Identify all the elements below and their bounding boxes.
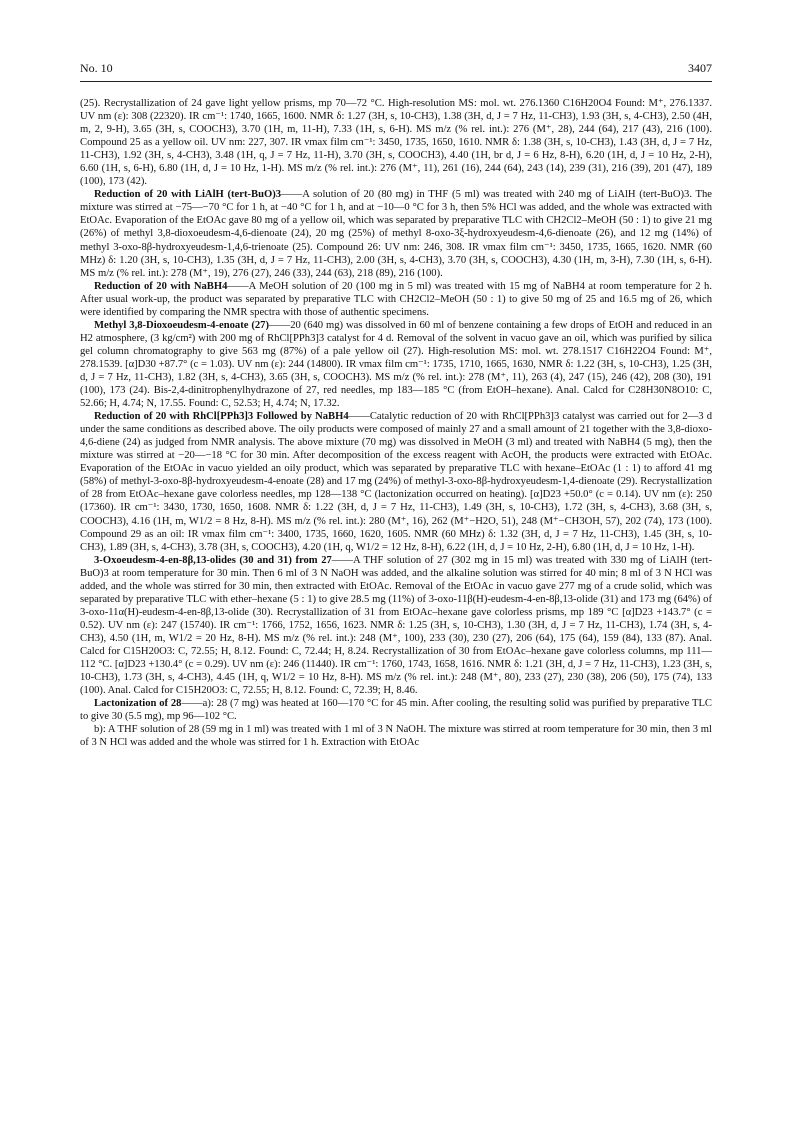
- paragraph-reduction-nabh4: [80, 280, 712, 319]
- page-number: 3407: [688, 61, 712, 75]
- section-lead: Reduction of 20 with RhCl[PPh3]3 Followed by NaBH4: [94, 411, 349, 423]
- paragraph-reduction-lialh: [80, 188, 712, 279]
- section-lead: Reduction of 20 with NaBH4: [94, 280, 228, 292]
- experimental-text: [80, 97, 712, 1097]
- running-head: [80, 60, 712, 76]
- paragraph-lactonization: [80, 697, 712, 723]
- section-lead: Methyl 3,8-Dioxoeudesm-4-enoate (27): [94, 319, 269, 331]
- paragraph-compound-25: [80, 97, 712, 188]
- paragraph-text: b): A THF solution of 28 (59 mg in 1 ml) was treated with 1 ml of 3 N NaOH. The mixture was stirred at room temperature for 30 min, then 3 ml of 3 N HCl was added and the whole was stirred for 1 h. Extraction with EtOAc: [80, 724, 712, 749]
- paragraph-text: (25). Recrystallization of 24 gave light yellow prisms, mp 70—72 °C. High-resolution MS: mol. wt. 276.1360 C16H20O4 Found: M⁺, 276.1337. UV nm (ε): 308 (22320). IR cm⁻¹: 1740, 1665, 1600. NMR δ: 1.27 (3H, s, 10-CH3), 1.38 (3H, d, J = 7 Hz, 11-CH3), 1.93 (3H, s, 4-CH3), 2.50 (4H, m, 2, 9-H), 3.65 (3H, s, COOCH3), 3.70 (1H, m, 11-H), 7.33 (1H, s, 6-H). MS m/z (% rel. int.): 276 (M⁺, 28), 244 (64), 217 (43), 216 (100). Compound 25 as a yellow oil. UV nm: 227, 307. IR νmax film cm⁻¹: 3450, 1735, 1650, 1610. NMR δ: 1.38 (3H, s, 10-CH3), 1.43 (3H, d, J = 7 Hz, 11-CH3), 1.92 (3H, s, 4-CH3), 3.48 (1H, q, J = 7 Hz, 11-H), 3.70 (3H, s, COOCH3), 4.40 (1H, br d, J = 6 Hz, 8-H), 6.20 (1H, d, J = 10 Hz, 2-H), 6.60 (1H, s, 6-H), 6.80 (1H, d, J = 10 Hz, 1-H). MS m/z (% rel. int.): 276 (M⁺, 11), 261 (16), 244 (64), 243 (14), 239 (31), 216 (39), 201 (47), 189 (100), 173 (42).: [80, 98, 712, 188]
- issue-number: No. 10: [80, 61, 113, 75]
- paragraph-text: ——a): 28 (7 mg) was heated at 160—170 °C for 45 min. After cooling, the resulting solid was purified by preparative TLC to give 30 (5.5 mg), mp 96—102 °C.: [80, 698, 712, 723]
- section-lead: Lactonization of 28: [94, 698, 182, 710]
- section-lead: 3-Oxoeudesm-4-en-8β,13-olides (30 and 31) from 27: [94, 554, 332, 566]
- paragraph-text: ——A THF solution of 27 (302 mg in 15 ml) was treated with 330 mg of LiAlH (tert-BuO)3 at room temperature for 30 min. Then 6 ml of 3 N NaOH was added, and the alkaline solution was stirred for 40 min; 8 ml of 3 N HCl was added, and the whole was stirred for 30 min, then extracted with EtOAc. Removal of the EtOAc in vacuo gave 277 mg of a crude solid, which was separated by preparative TLC with ether–hexane (5 : 1) to give 28.5 mg (11%) of 3-oxo-11β(H)-eudesm-4-en-8β,13-olide (31) and 173 mg (64%) of 3-oxo-11α(H)-eudesm-4-en-8β,13-olide (30). Recrystallization of 31 from EtOAc–hexane gave colorless prisms, mp 189 °C [α]D23 +143.7° (c = 0.52). UV nm (ε): 247 (15740). IR cm⁻¹: 1766, 1752, 1656, 1623. NMR δ: 1.25 (3H, s, 10-CH3), 1.30 (3H, d, J = 7 Hz, 11-CH3), 1.74 (3H, s, 4-CH3), 4.50 (1H, m, W1/2 = 20 Hz, 8-H). MS m/z (% rel. int.): 248 (M⁺, 100), 233 (30), 230 (27), 206 (64), 175 (64), 159 (84), 133 (87). Anal. Calcd for C15H20O3: C, 72.55; H, 8.12. Found: C, 72.44; H, 8.24. Recrystallization of 30 from EtOAc–hexane gave colorless columns, mp 111—112 °C. [α]D23 +130.4° (c = 0.29). UV nm (ε): 246 (11440). IR cm⁻¹: 1760, 1743, 1658, 1616. NMR δ: 1.21 (3H, d, J = 7 Hz, 11-CH3), 1.23 (3H, s, 10-CH3), 1.73 (3H, s, 4-CH3), 4.45 (1H, q, W1/2 = 10 Hz, 8-H). MS m/z (% rel. int.): 248 (M⁺, 80), 233 (27), 230 (38), 206 (50), 175 (74), 133 (100). Anal. Calcd for C15H20O3: C, 72.55; H, 8.12. Found: C, 72.39; H, 8.46.: [80, 554, 712, 697]
- paragraph-dioxoeudesmenoate: [80, 319, 712, 410]
- paragraph-text: ——A MeOH solution of 20 (100 mg in 5 ml) was treated with 15 mg of NaBH4 at room temperature for 2 h. After usual work-up, the product was separated by preparative TLC with CH2Cl2–MeOH (50 : 1) to give 50 mg of 25 and 16.5 mg of 26, which were identified by comparing the NMR spectra with those of authentic specimens.: [80, 280, 713, 318]
- paragraph-rhcl-nabh4: [80, 410, 712, 554]
- paragraph-olides: [80, 554, 712, 698]
- section-lead: Reduction of 20 with LiAlH (tert-BuO)3: [94, 189, 282, 201]
- paragraph-text: ——20 (640 mg) was dissolved in 60 ml of benzene containing a few drops of EtOH and reduced in an H2 atmosphere, (3 kg/cm²) with 200 mg of RhCl[PPh3]3 catalyst for 4 d. Removal of the solvent in vacuo gave an oil, which was purified by silica gel column chromatography to give 563 mg (87%) of a pale yellow oil (27). High-resolution MS: mol. wt. 278.1517 C16H22O4 Found: M⁺, 278.1539. [α]D30 +87.7° (c = 1.03). UV nm (ε): 244 (14800). IR νmax film cm⁻¹: 1735, 1710, 1665, 1630, NMR δ: 1.22 (3H, s, 10-CH3), 1.25 (3H, d, J = 7 Hz, 11-CH3), 1.82 (3H, s, 4-CH3), 3.65 (3H, s, COOCH3). MS m/z (% rel. int.): 278 (M⁺, 11), 263 (4), 247 (15), 246 (42), 208 (30), 191 (100), 173 (24). Bis-2,4-dinitrophenylhydrazone of 27, red needles, mp 183—185 °C (from EtOH–hexane). Anal. Calcd for C28H30N8O10: C, 52.66; H, 4.74; N, 17.55. Found: C, 52.53; H, 4.74; N, 17.32.: [80, 319, 712, 410]
- paragraph-text: ——Catalytic reduction of 20 with RhCl[PPh3]3 catalyst was carried out for 2—3 d under the same conditions as described above. The oily products were composed of mainly 27 and a small amount of 21 together with the 3,8-dioxo-4,6-diene (24) as judged from NMR analysis. The above mixture (70 mg) was dissolved in MeOH (3 ml) and treated with NaBH4 (5 mg), then the mixture was stirred at −20—−18 °C for 30 min. After decomposition of the excess reagent with AcOH, the products were extracted with EtOAc. Evaporation of the EtOAc in vacuo yielded an oily product, which was separated by preparative TLC with hexane–EtOAc (1 : 1) to afford 41 mg (58%) of methyl-3-oxo-8β-hydroxyeudesm-4-enoate (28) and 17 mg (24%) of methyl-3-oxo-8β-hydroxyeudesm-1,4-dienoate (29). Recrystallization of 28 from EtOAc–hexane gave colorless needles, mp 128—138 °C (lactonization occurred on heating). [α]D23 +50.0° (c = 0.14). UV nm (ε): 250 (17360). IR cm⁻¹: 3430, 1730, 1650, 1608. NMR δ: 1.22 (3H, d, J = 7 Hz, 11-CH3), 1.49 (3H, s, 10-CH3), 1.72 (3H, s, 4-CH3), 3.68 (3H, s, COOCH3), 4.16 (1H, m, W1/2 = 8 Hz, 8-H). MS m/z (% rel. int.): 280 (M⁺, 16), 262 (M⁺−H2O, 51), 248 (M⁺−CH3OH, 57), 202 (74), 173 (100). Compound 29 as an oil: IR νmax film cm⁻¹: 3400, 1735, 1660, 1620, 1605. NMR (60 MHz) δ: 1.32 (3H, d, J = 7 Hz, 11-CH3), 1.45 (3H, s, 10-CH3), 1.89 (3H, s, 4-CH3), 3.78 (3H, s, COOCH3), 4.20 (1H, q, W1/2 = 12 Hz, 8-H), 6.22 (1H, d, J = 10 Hz, 2-H), 6.80 (1H, d, J = 10 Hz, 1-H).: [80, 411, 712, 553]
- paragraph-lactonization-b: [80, 723, 712, 749]
- paragraph-text: ——A solution of 20 (80 mg) in THF (5 ml) was treated with 240 mg of LiAlH (tert-BuO)3. The mixture was stirred at −75—−70 °C for 1 h, at −40 °C for 1 h, and at −10—0 °C for 3 h, then 5% HCl was added, and the whole was extracted with EtOAc. Evaporation of the EtOAc gave 80 mg of a yellow oil, which was separated by preparative TLC with CH2Cl2–MeOH (50 : 1) to give 21 mg (26%) of methyl 3,8-dioxoeudesm-4,6-dienoate (24), 20 mg (25%) of methyl 8-oxo-3ξ-hydroxyeudesm-4,6-dienoate (26), and 12 mg (14%) of methyl 3-oxo-8β-hydroxyeudesm-1,4,6-trienoate (25). Compound 26: UV nm: 246, 308. IR νmax film cm⁻¹: 3450, 1735, 1665, 1620. NMR (60 MHz) δ: 1.20 (3H, s, 10-CH3), 1.35 (3H, d, J = 7 Hz, 11-CH3), 2.00 (3H, s, 4-CH3), 3.70 (3H, s, COOCH3), 4.30 (1H, m, 3-H), 7.30 (1H, s, 6-H). MS m/z (% rel. int.): 278 (M⁺, 19), 276 (27), 246 (33), 244 (63), 218 (89), 216 (100).: [80, 189, 712, 279]
- header-rule: [80, 81, 712, 82]
